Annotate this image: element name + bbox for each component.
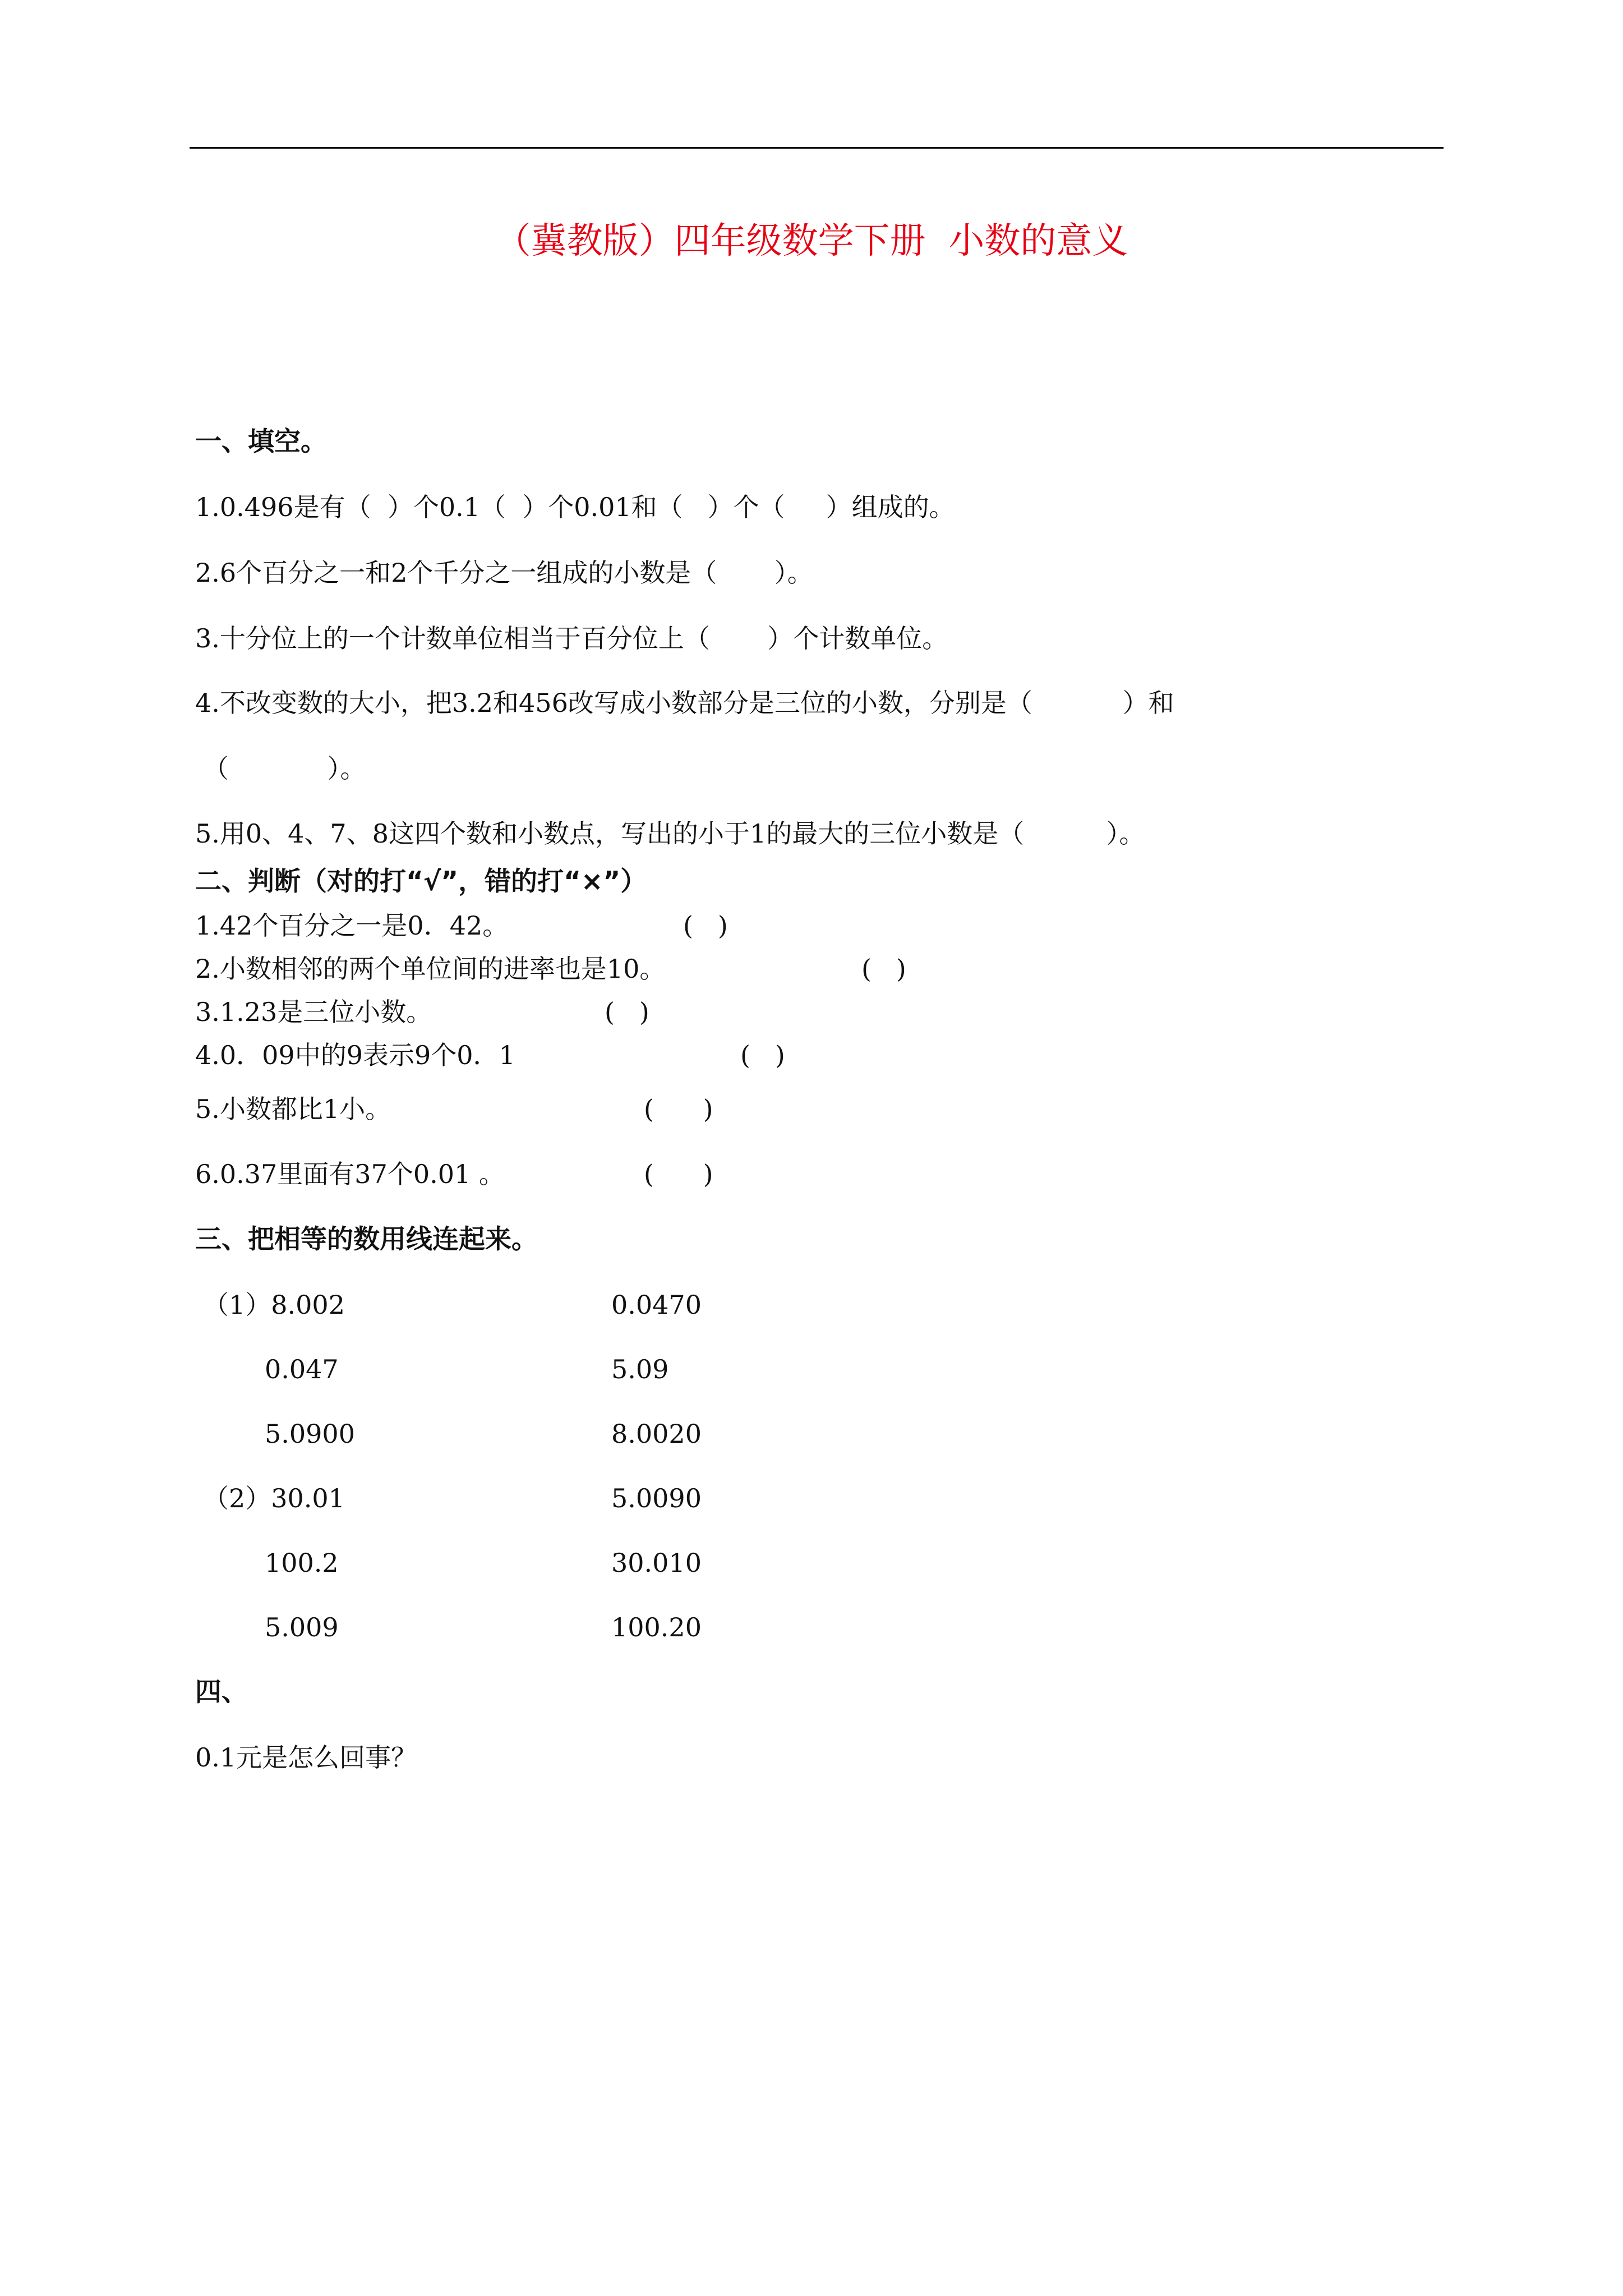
match-right-1: 0.0470 [611,1290,702,1320]
section-4-question: 0.1元是怎么回事？ [195,1742,417,1773]
fill-question-2: 2.6个百分之一和2个千分之一组成的小数是（ ）。 [195,558,813,588]
judge-item-4: 4.0．09中的9表示9个0．1 [195,1040,515,1070]
judge-answer-paren-5: ( ) [644,1094,713,1124]
fill-question-4-continued: （ ）。 [203,753,366,784]
judge-answer-paren-2: ( ) [861,954,906,984]
fill-question-4: 4.不改变数的大小，把3.2和456改写成小数部分是三位的小数，分别是（ ）和 [195,688,1174,718]
judge-answer-paren-1: ( ) [683,910,728,941]
judge-item-5: 5.小数都比1小。 [195,1094,391,1124]
judge-item-1: 1.42个百分之一是0．42。 [195,910,509,941]
match-right-6: 100.20 [611,1612,702,1642]
judge-answer-paren-3: ( ) [605,997,649,1027]
section-4-heading: 四、 [195,1677,248,1708]
match-left-4: （2）30.01 [203,1483,345,1513]
match-left-2: 0.047 [265,1354,339,1384]
match-left-6: 5.009 [265,1612,339,1642]
judge-answer-paren-4: ( ) [740,1040,785,1070]
match-left-1: （1）8.002 [203,1290,345,1320]
fill-question-5: 5.用0、4、7、8这四个数和小数点，写出的小于1的最大的三位小数是（ ）。 [195,818,1145,849]
match-right-5: 30.010 [611,1548,702,1578]
section-2-heading: 二、判断（对的打“√”，错的打“×”） [195,866,647,897]
judge-item-6: 6.0.37里面有37个0.01 。 [195,1159,505,1189]
match-left-5: 100.2 [265,1548,339,1578]
match-left-3: 5.0900 [265,1419,355,1449]
judge-item-2: 2.小数相邻的两个单位间的进率也是10。 [195,954,666,984]
section-1-heading: 一、填空。 [195,426,327,457]
section-3-heading: 三、把相等的数用线连起来。 [195,1224,538,1255]
match-right-4: 5.0090 [611,1483,702,1513]
judge-item-3: 3.1.23是三位小数。 [195,997,432,1027]
fill-question-1: 1.0.496是有（ ）个0.1（ ）个0.01和（ ）个（ ）组成的。 [195,492,955,522]
match-right-2: 5.09 [611,1354,669,1384]
document-title: （冀教版）四年级数学下册 小数的意义 [495,220,1128,262]
judge-answer-paren-6: ( ) [644,1159,713,1189]
fill-question-3: 3.十分位上的一个计数单位相当于百分位上（ ）个计数单位。 [195,623,948,654]
match-right-3: 8.0020 [611,1419,702,1449]
header-rule [190,147,1444,149]
